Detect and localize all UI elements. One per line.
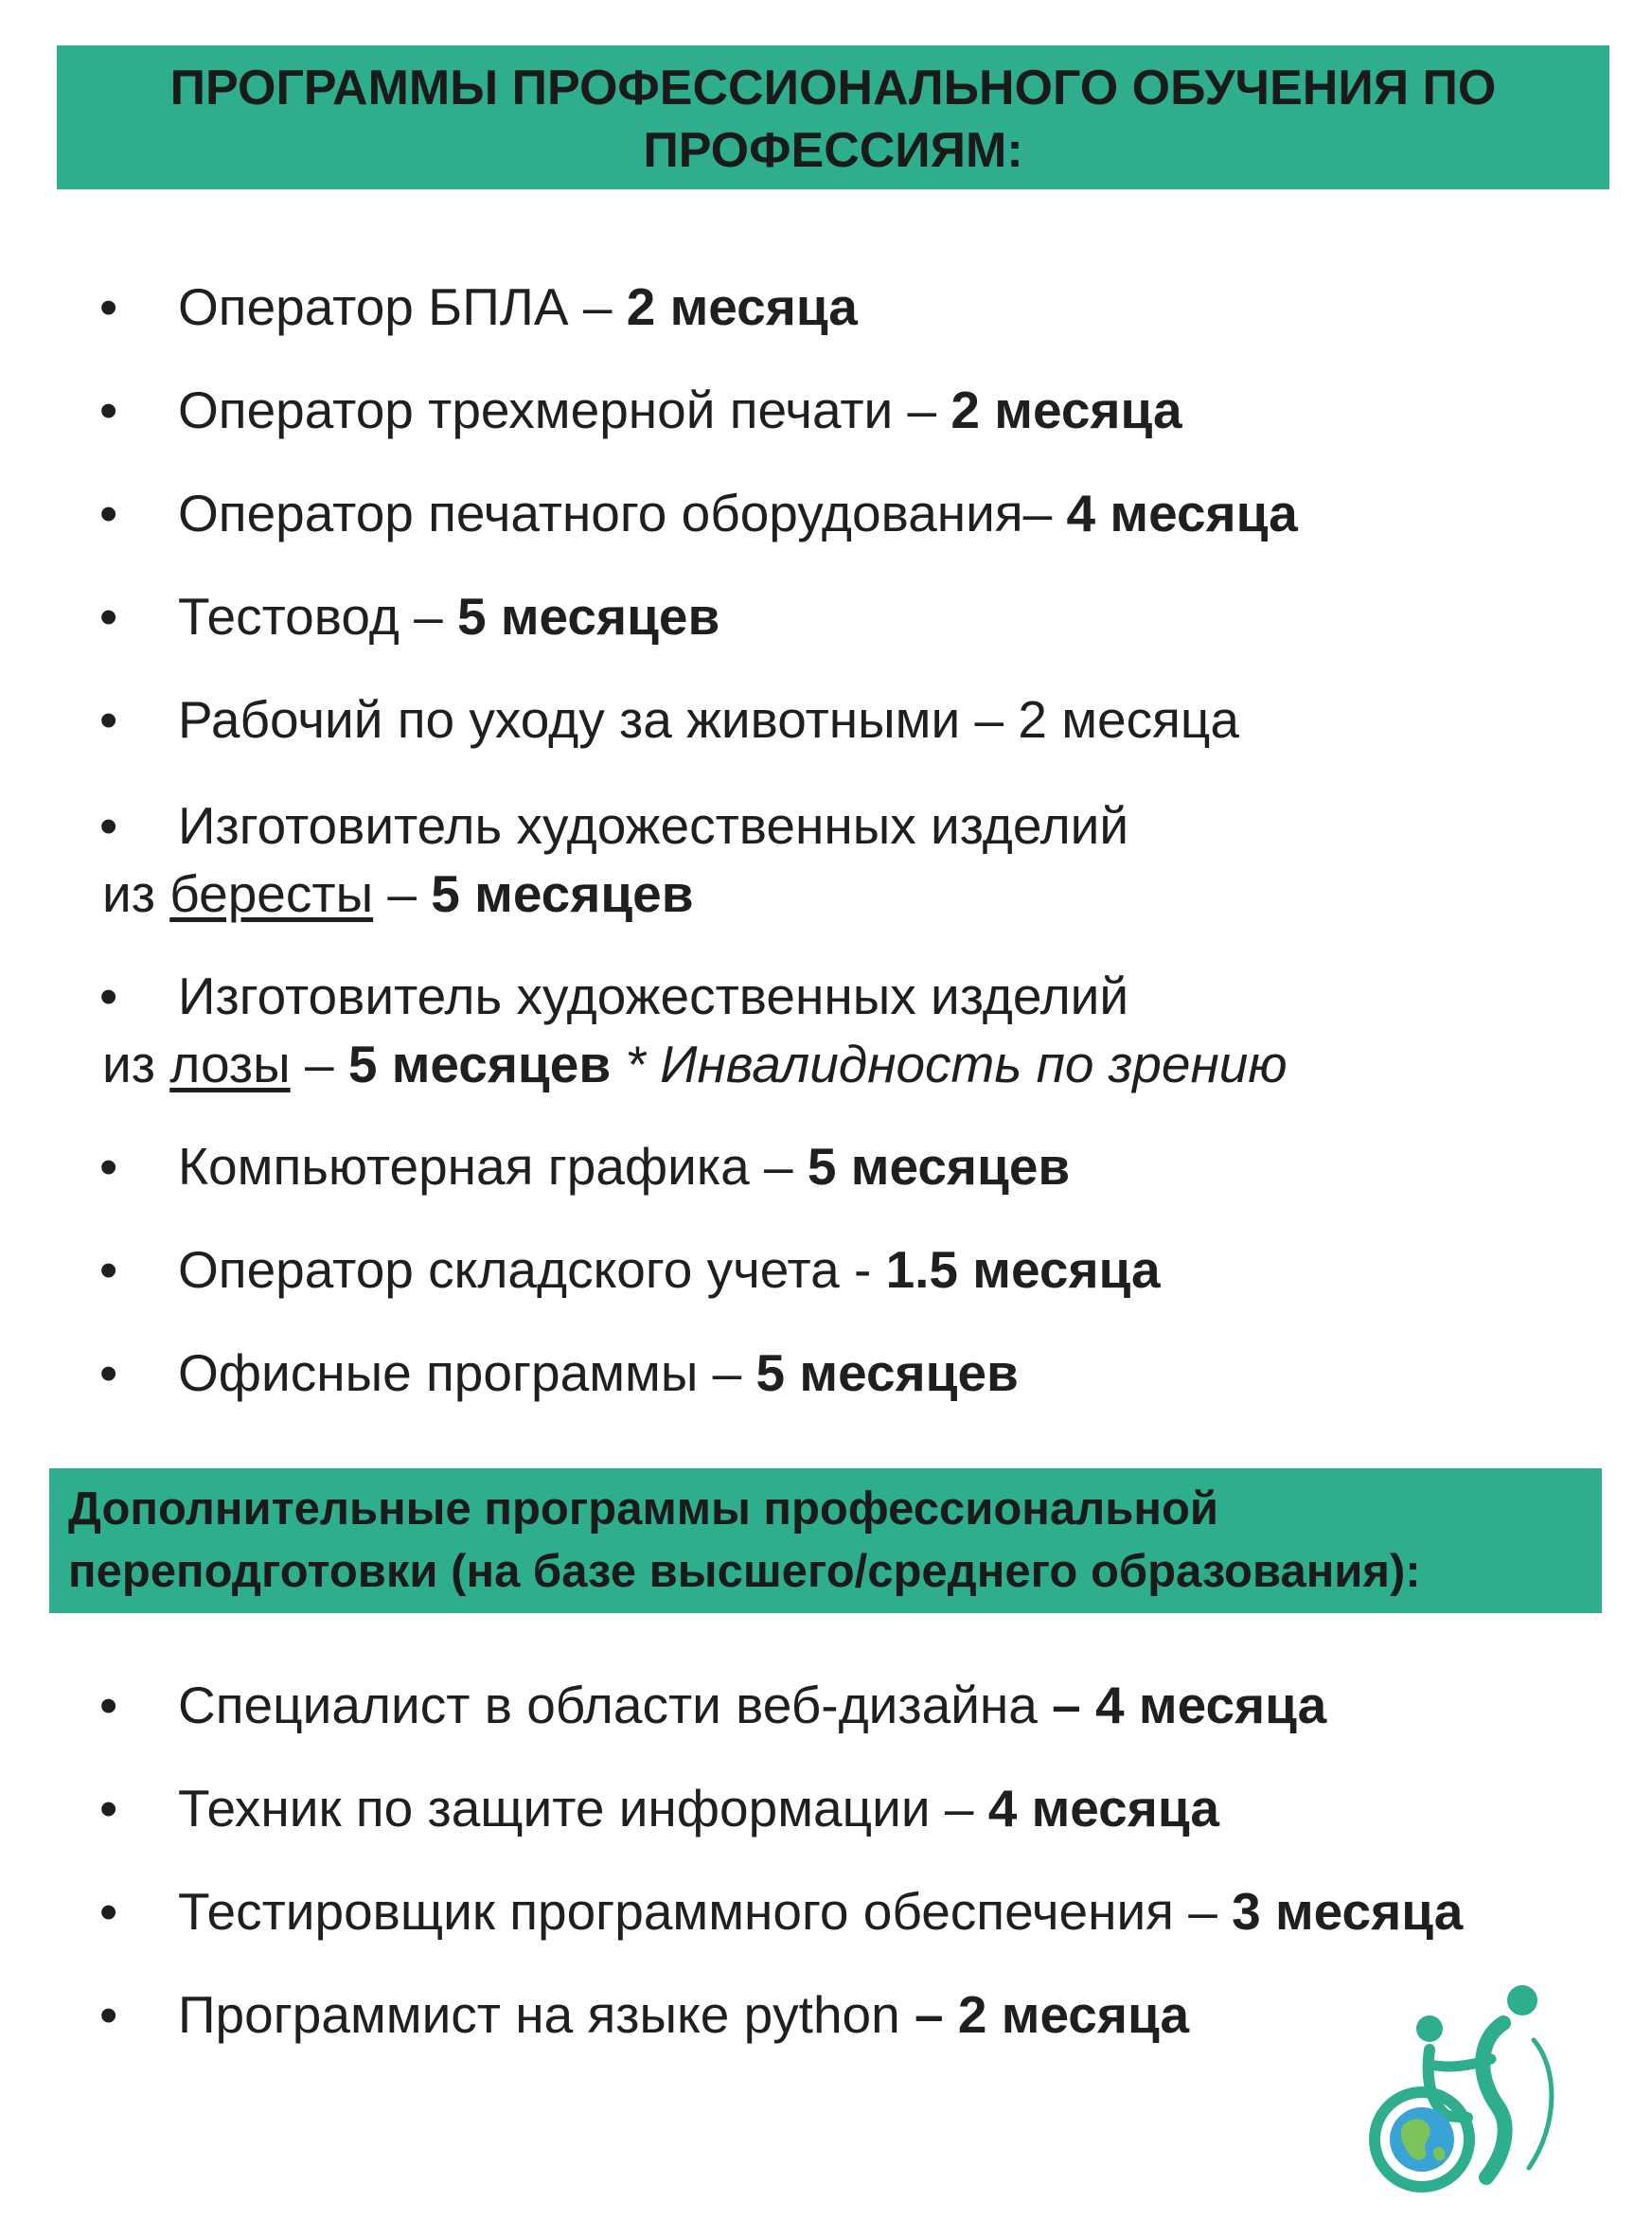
program-duration: 5 месяцев — [755, 1343, 1019, 1402]
program-name: Компьютерная графика – — [178, 1137, 808, 1196]
header1-line1: ПРОГРАММЫ ПРОФЕССИОНАЛЬНОГО ОБУЧЕНИЯ ПО — [169, 61, 1497, 115]
bullet: • — [99, 1137, 118, 1196]
bullet: • — [99, 690, 118, 749]
bullet: • — [99, 484, 118, 542]
bullet: • — [99, 1882, 118, 1941]
program-material: бересты — [169, 864, 374, 923]
bullet: • — [99, 381, 118, 439]
bullet: • — [99, 1676, 118, 1734]
program-name: Тестовод – — [178, 587, 457, 646]
program-duration: 4 месяца — [1066, 484, 1298, 542]
program-duration: 5 месяцев — [431, 864, 694, 923]
program-duration: 5 месяцев — [807, 1137, 1071, 1196]
bullet: • — [99, 1985, 118, 2044]
program-material: лозы — [169, 1035, 291, 1093]
bullet: • — [99, 1779, 118, 1837]
program-name: Изготовитель художественных изделий — [178, 967, 1129, 1025]
program-duration: – 4 месяца — [1052, 1676, 1327, 1734]
program-name-prefix: из — [102, 1035, 170, 1093]
section-header-professional-training — [57, 45, 1609, 189]
bullet: • — [99, 1343, 118, 1402]
program-duration: 5 месяцев — [456, 587, 720, 646]
bullet: • — [99, 277, 118, 336]
program-duration: 2 месяца — [626, 277, 858, 336]
program-duration: 3 месяца — [1232, 1882, 1464, 1941]
program-name: Оператор печатного оборудования– — [178, 484, 1067, 542]
wheelchair-globe-logo-icon — [1335, 1974, 1572, 2210]
program-separator: – — [373, 864, 432, 923]
header2-line1: Дополнительные программы профессиональной — [68, 1483, 1218, 1535]
program-note: * Инвалидность по зрению — [611, 1035, 1288, 1093]
program-duration: 1.5 месяца — [885, 1240, 1161, 1299]
header1-line2: ПРОФЕССИЯМ: — [643, 123, 1023, 178]
program-duration: 2 месяца — [950, 381, 1182, 439]
header2-line2: переподготовки (на базе высшего/среднего образования): — [68, 1546, 1421, 1597]
program-name: Программист на языке python — [178, 1985, 915, 2044]
program-name: Техник по защите информации – — [178, 1779, 988, 1837]
bullet: • — [99, 796, 118, 855]
program-name: Рабочий по уходу за животными – 2 месяца — [178, 690, 1240, 749]
program-name: Изготовитель художественных изделий — [178, 796, 1129, 855]
program-separator: – — [290, 1035, 348, 1093]
program-name: Оператор складского учета - — [178, 1240, 886, 1299]
program-name-prefix: из — [102, 864, 170, 923]
program-duration: – 2 месяца — [915, 1985, 1190, 2044]
program-name: Офисные программы – — [178, 1343, 756, 1402]
section-header-retraining — [49, 1468, 1602, 1613]
bullet: • — [99, 1240, 118, 1299]
program-name: Тестировщик программного обеспечения – — [178, 1882, 1233, 1941]
program-name: Специалист в области веб-дизайна — [178, 1676, 1053, 1734]
program-duration: 5 месяцев — [347, 1035, 612, 1093]
bullet: • — [99, 587, 118, 646]
bullet: • — [99, 967, 118, 1025]
program-name: Оператор трехмерной печати – — [178, 381, 951, 439]
program-duration: 4 месяца — [987, 1779, 1219, 1837]
program-name: Оператор БПЛА – — [178, 277, 627, 336]
